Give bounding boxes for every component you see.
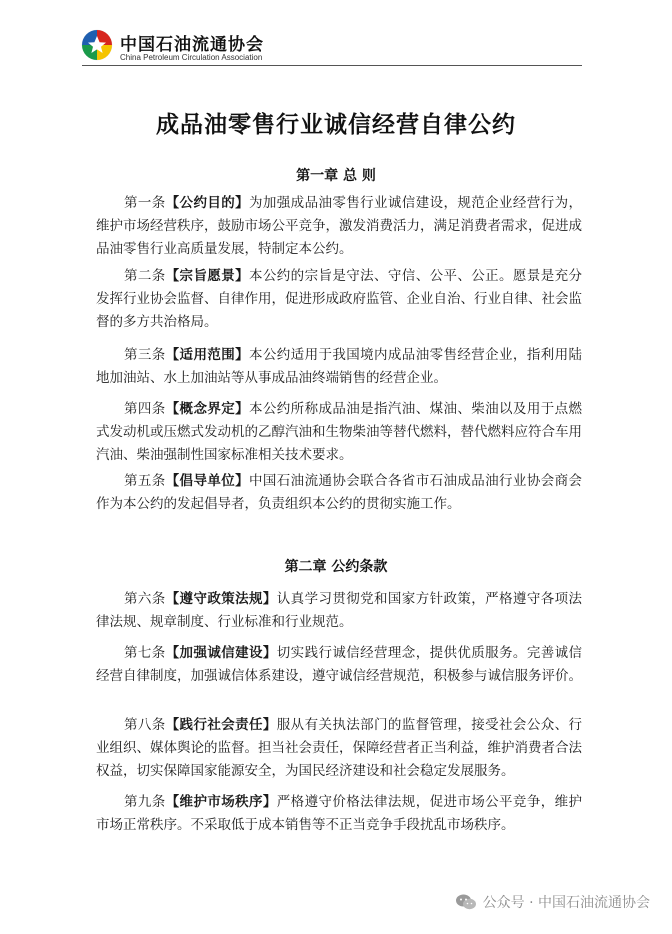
article-number: 第九条 (124, 794, 166, 810)
article-body: 本公约适用于我国境内成品油零售经营企业，指利用陆地加油站、水上加油站等从事成品油终端销售的经营企业。 (96, 347, 582, 386)
article-2 (96, 265, 582, 334)
article-number: 第二条 (124, 268, 166, 284)
article-number: 第三条 (124, 347, 166, 363)
org-name-en: China Petroleum Circulation Association (120, 53, 263, 62)
article-heading: 【遵守政策法规】 (165, 591, 277, 607)
article-body: 本公约的宗旨是守法、守信、公平、公正。愿景是充分发挥行业协会监督、自律作用，促进形成政府监管、企业自治、行业自律、社会监督的多方共治格局。 (96, 268, 582, 330)
article-5 (96, 470, 582, 516)
article-body: 严格遵守价格法律法规，促进市场公平竞争，维护市场正常秩序。不采取低于成本销售等不正当竞争手段扰乱市场秩序。 (96, 794, 582, 833)
article-8 (96, 714, 582, 783)
article-4 (96, 398, 582, 467)
wechat-watermark (455, 889, 650, 915)
wechat-icon (455, 893, 477, 911)
article-body: 为加强成品油零售行业诚信建设，规范企业经营行为，维护市场经营秩序，鼓励市场公平竞争，激发消费活力，满足消费者需求，促进成品油零售行业高质量发展，特制定本公约。 (96, 195, 582, 257)
header (80, 28, 600, 68)
article-heading: 【适用范围】 (165, 347, 250, 363)
cpca-logo-icon (80, 28, 114, 62)
article-number: 第五条 (124, 473, 166, 489)
header-divider (82, 65, 582, 66)
article-6 (96, 588, 582, 634)
article-1 (96, 192, 582, 261)
article-heading: 【宗旨愿景】 (165, 268, 250, 284)
article-body: 切实践行诚信经营理念，提供优质服务。完善诚信经营自律制度，加强诚信体系建设，遵守诚信经营规范，积极参与诚信服务评价。 (96, 645, 582, 684)
article-number: 第四条 (124, 401, 166, 417)
article-heading: 【维护市场秩序】 (165, 794, 277, 810)
chapter-heading-2: 第二章 公约条款 (284, 559, 388, 575)
article-number: 第六条 (124, 591, 166, 607)
article-9 (96, 791, 582, 837)
article-7 (96, 642, 582, 688)
article-heading: 【概念界定】 (165, 401, 250, 417)
document-title: 成品油零售行业诚信经营自律公约 (156, 112, 516, 138)
article-heading: 【践行社会责任】 (165, 717, 277, 733)
article-body: 中国石油流通协会联合各省市石油成品油行业协会商会作为本公约的发起倡导者，负责组织本公约的贯彻实施工作。 (96, 473, 582, 512)
article-heading: 【倡导单位】 (165, 473, 250, 489)
org-name-cn: 中国石油流通协会 (120, 35, 264, 55)
article-body: 认真学习贯彻党和国家方针政策，严格遵守各项法律法规、规章制度、行业标准和行业规范。 (96, 591, 582, 630)
article-body: 服从有关执法部门的监督管理，接受社会公众、行业组织、媒体舆论的监督。担当社会责任，保障经营者正当利益，维护消费者合法权益，切实保障国家能源安全，为国民经济建设和社会稳定发展服务。 (96, 717, 582, 779)
watermark-text: 公众号 · 中国石油流通协会 (482, 895, 650, 911)
article-body: 本公约所称成品油是指汽油、煤油、柴油以及用于点燃式发动机或压燃式发动机的乙醇汽油和生物柴油等替代燃料，替代燃料应符合车用汽油、柴油强制性国家标准相关技术要求。 (96, 401, 582, 463)
article-3 (96, 344, 582, 390)
chapter-heading-1: 第一章 总 则 (296, 168, 376, 184)
article-number: 第八条 (124, 717, 166, 733)
article-heading: 【公约目的】 (165, 195, 250, 211)
article-heading: 【加强诚信建设】 (165, 645, 277, 661)
article-number: 第一条 (124, 195, 166, 211)
article-number: 第七条 (124, 645, 166, 661)
